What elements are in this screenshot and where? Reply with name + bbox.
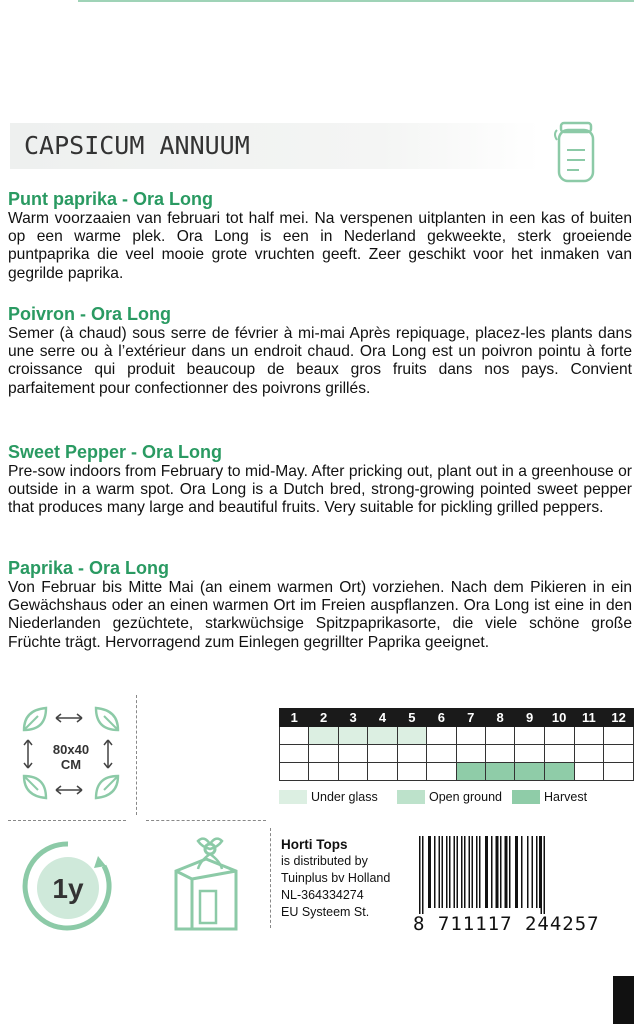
barcode-icon [413,836,623,914]
annual-label: 1y [52,873,84,904]
legend-label: Under glass [311,790,378,804]
barcode-bar [461,836,463,908]
calendar-legend [279,790,629,806]
calendar-row-og [280,745,634,763]
barcode-bar [544,836,546,914]
leaf-icon [20,704,50,734]
calendar-cell [280,745,309,763]
section-heading: Punt paprika - Ora Long [8,189,214,209]
barcode-bar [449,836,451,908]
barcode-bar [509,836,511,908]
calendar-cell [397,727,426,745]
calendar-cell [368,727,397,745]
barcode-bar [476,836,478,908]
barcode-bar [536,836,538,908]
calendar-cell [309,727,338,745]
calendar-cell [574,745,604,763]
calendar-cell [544,763,574,781]
calendar-cell [485,727,514,745]
calendar-cell [604,763,634,781]
distributor-info [281,836,390,921]
calendar-cell [544,727,574,745]
spacing-label [46,742,96,772]
calendar-cell [604,727,634,745]
leaf-icon [20,772,50,802]
calendar-cell [368,763,397,781]
barcode-number: 8 711117 244257 [413,913,600,935]
section-heading: Sweet Pepper - Ora Long [8,442,223,462]
barcode-bar [434,836,436,908]
calendar-cell [515,763,544,781]
barcode-bar [532,836,534,908]
arrow-icon [54,712,84,724]
distributor-line: is distributed by [281,854,368,868]
divider [146,820,266,821]
calendar-cell [338,727,367,745]
calendar-header [280,709,634,727]
barcode-bar [457,836,459,908]
divider [136,695,137,815]
barcode-bar [539,836,541,908]
calendar-cell [515,745,544,763]
calendar-month-2: 2 [309,709,338,727]
barcode-bar [419,836,421,914]
calendar-month-12: 12 [604,709,634,727]
section-heading: Paprika - Ora Long [8,558,170,578]
barcode-bar [491,836,493,908]
legend-swatch [512,790,540,804]
distributor-line: NL-364334274 [281,888,364,902]
sowing-calendar [279,708,634,781]
legend-harvest [512,790,587,804]
barcode-bar [541,836,543,914]
calendar-cell [604,745,634,763]
calendar-cell [574,727,604,745]
calendar-cell [456,763,485,781]
leaf-icon [92,772,122,802]
calendar-row-ug [280,727,634,745]
calendar-month-11: 11 [574,709,604,727]
section-text: Warm voorzaaien van februari tot half mei. Na verspenen uitplanten in een kas of buiten op een warme plek. Ora Long is een in Nederland gekweekte, sterk groeiende puntpaprika die veel mooie grote vruchten geeft. Zeer geschikt voor het inmaken van gegrilde paprika. [8,210,632,282]
calendar-cell [456,727,485,745]
divider [270,828,271,928]
calendar-cell [309,745,338,763]
barcode-bar [439,836,441,908]
section-text: Pre-sow indoors from February to mid-May. After pricking out, plant out in a greenhouse or outside in a warm spot. Ora Long is a Dutch bred, strong-growing pointed sweet pepper that produces many large and beautiful fruits. Very suitable for pickling grilled peppers. [8,463,632,517]
spacing-value: 80x40 [52,742,90,757]
distributor-line: Tuinplus bv Holland [281,871,391,885]
barcode-bar [521,836,523,908]
calendar-month-9: 9 [515,709,544,727]
barcode-bar [422,836,424,914]
section-text: Von Februar bis Mitte Mai (an einem warmen Ort) vorziehen. Nach dem Pikieren in ein Gewächshaus oder an einen warmen Ort im Freien auspflanzen. Ora Long ist eine in den Niederlanden gezüchtete, starkwüchsige Spitzpaprikasorte, die viele schöne große Früchte trägt. Hervorragend zum Einlegen gegrillter Paprika geeignet. [8,579,632,651]
arrow-icon [102,738,114,770]
section-english [8,442,632,518]
barcode-bar [485,836,488,908]
calendar-month-6: 6 [427,709,456,727]
barcode-bar [428,836,431,908]
species-title: CAPSICUM ANNUUM [24,131,250,160]
barcode-bar [505,836,508,908]
brand-name: Horti Tops [281,837,348,852]
calendar-month-10: 10 [544,709,574,727]
barcode-bar [446,836,448,908]
section-french [8,304,632,398]
legend-swatch [279,790,307,804]
calendar-cell [485,763,514,781]
calendar-cell [397,745,426,763]
calendar-month-4: 4 [368,709,397,727]
legend-under-glass [279,790,378,804]
calendar-cell [309,763,338,781]
calendar-cell [397,763,426,781]
calendar-month-3: 3 [338,709,367,727]
legend-open-ground [397,790,502,804]
calendar-cell [427,745,456,763]
calendar-cell [427,727,456,745]
seed-icon [158,835,254,935]
barcode-bar [454,836,456,908]
divider [8,820,126,821]
calendar-cell [338,745,367,763]
jar-icon [553,120,599,184]
calendar-cell [515,727,544,745]
barcode-bar [527,836,529,908]
arrow-icon [22,738,34,770]
distributor-line: EU Systeem St. [281,905,370,919]
calendar-cell [280,727,309,745]
barcode-bar [472,836,474,908]
barcode-bar [496,836,499,908]
barcode-bar [479,836,481,908]
section-text: Semer (à chaud) sous serre de février à mi-mai Après repiquage, placez-les plants dans une serre ou à l’extérieur dans un endroit chaud. Ora Long est un poivron pointu à forte croissance qui produit beaucoup de beaux gros fruits dans nos pays. Convient parfaitement pour confectionner des poivrons grillés. [8,325,632,397]
spacing-unit: CM [60,757,82,772]
calendar-month-8: 8 [485,709,514,727]
title-band [10,123,540,169]
calendar-cell [338,763,367,781]
calendar-cell [280,763,309,781]
plant-spacing [10,700,130,810]
barcode-bar [442,836,444,908]
legend-label: Harvest [544,790,588,804]
calendar-cell [574,763,604,781]
barcode-bar [464,836,466,908]
calendar-cell [427,763,456,781]
top-rule [78,0,634,2]
section-heading: Poivron - Ora Long [8,304,172,324]
arrow-icon [54,784,84,796]
legend-swatch [397,790,425,804]
leaf-icon [92,704,122,734]
calendar-cell [456,745,485,763]
calendar-month-1: 1 [280,709,309,727]
barcode-bar [515,836,518,908]
calendar-month-7: 7 [456,709,485,727]
barcode-bar [500,836,502,908]
calendar-cell [544,745,574,763]
annual-icon [18,836,118,936]
calendar-cell [368,745,397,763]
legend-label: Open ground [429,790,502,804]
section-dutch [8,189,632,283]
corner-mark [613,976,634,1024]
barcode-bar [469,836,471,908]
calendar-month-5: 5 [397,709,426,727]
calendar-row-hv [280,763,634,781]
section-german [8,558,632,652]
calendar-cell [485,745,514,763]
